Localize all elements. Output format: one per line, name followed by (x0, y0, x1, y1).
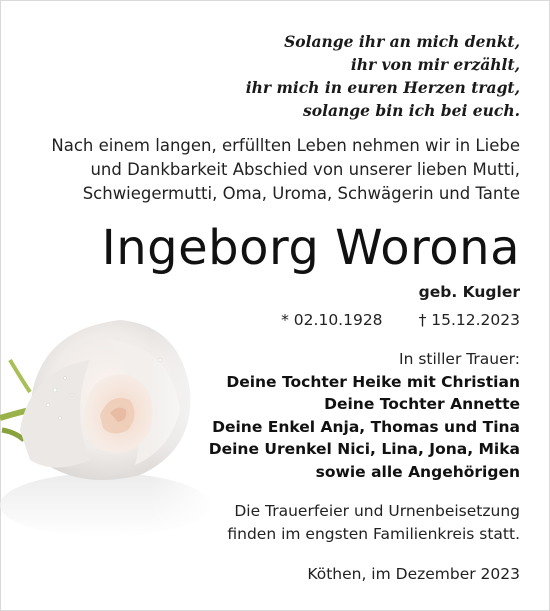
poem-line: ihr von mir erzählt, (350, 55, 520, 74)
service-line: Die Trauerfeier und Urnenbeisetzung (234, 502, 520, 520)
mourner-line: Deine Urenkel Nici, Lina, Jona, Mika (208, 440, 520, 459)
birth-name: geb. Kugler (418, 283, 520, 301)
mourner-line: Deine Enkel Anja, Thomas und Tina (212, 417, 520, 436)
mourners-lead: In stiller Trauer: (399, 350, 520, 368)
intro-line: und Dankbarkeit Abschied von unserer lieben Mutti, (90, 160, 520, 179)
mourners-list (160, 348, 520, 484)
intro-text (20, 134, 520, 206)
intro-line: Schwiegermutti, Oma, Uroma, Schwägerin und Tante (82, 184, 520, 203)
poem (160, 30, 520, 122)
poem-line: ihr mich in euren Herzen tragt, (245, 78, 520, 97)
poem-line: solange bin ich bei euch. (303, 101, 520, 120)
place-date: Köthen, im Dezember 2023 (307, 565, 520, 583)
birth-date: * 02.10.1928 (281, 311, 383, 329)
mourner-line: Deine Tochter Annette (324, 395, 520, 414)
mourner-line: Deine Tochter Heike mit Christian (226, 372, 520, 391)
mourner-line: sowie alle Angehörigen (315, 462, 520, 481)
death-date: † 15.12.2023 (418, 311, 520, 329)
service-line: finden im engsten Familienkreis statt. (227, 524, 520, 543)
poem-line: Solange ihr an mich denkt, (284, 32, 520, 51)
service-notice (160, 500, 520, 545)
life-dates (281, 311, 520, 329)
intro-line: Nach einem langen, erfüllten Leben nehmen wir in Liebe (51, 136, 520, 155)
deceased-name: Ingeborg Worona (101, 220, 520, 276)
